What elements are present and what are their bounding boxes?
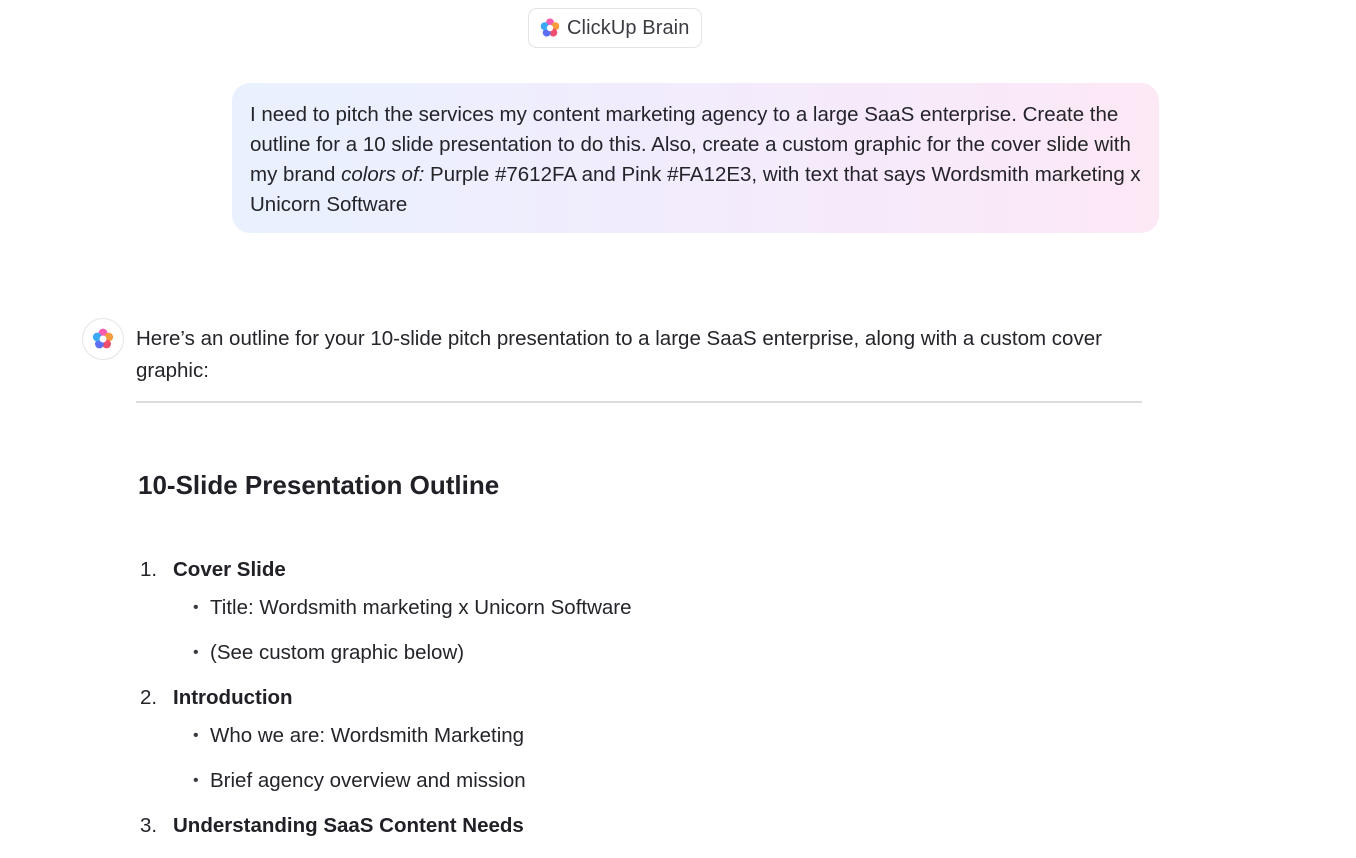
outline-item-number: 2. (140, 686, 158, 709)
sub-item-text: Title: Wordsmith marketing x Unicorn Software (210, 596, 632, 619)
clickup-brain-button[interactable] (528, 8, 702, 48)
outline-item (138, 554, 1138, 669)
outline-sub-item (173, 765, 1138, 797)
outline-sub-item (173, 592, 1138, 624)
user-message-bubble (232, 83, 1159, 233)
brain-label: ClickUp Brain (567, 16, 690, 39)
outline-item-title: Cover Slide (173, 558, 286, 581)
bullet-icon: • (193, 727, 199, 744)
divider (136, 401, 1142, 403)
outline-item-title: Understanding SaaS Content Needs (173, 814, 524, 837)
ai-avatar (82, 318, 124, 360)
user-message-text-end: Purple #7612FA and Pink #FA12E3, with text that says Wordsmith marketing x Unicorn Software (250, 163, 1141, 216)
presentation-outline-list (138, 554, 1138, 852)
outline-item-number: 3. (140, 814, 158, 837)
outline-heading: 10-Slide Presentation Outline (138, 470, 500, 500)
sub-item-text: Brief agency overview and mission (210, 769, 526, 792)
ai-response-intro: Here’s an outline for your 10-slide pitch presentation to a large SaaS enterprise, along with a custom cover graphic: (136, 327, 1102, 382)
user-message-text: I need to pitch the services my content marketing agency to a large SaaS enterprise. Create the outline for a 10 slide presentation to do this. Also, create a custom graphic for the cover slide with my brand (250, 103, 1131, 186)
clickup-brain-icon (539, 17, 561, 39)
bullet-icon: • (193, 644, 199, 661)
bullet-icon: • (193, 599, 199, 616)
outline-sub-list (173, 720, 1138, 797)
outline-item (138, 682, 1138, 797)
outline-sub-list (173, 592, 1138, 669)
user-message-italic-text: colors of: (341, 163, 425, 186)
outline-sub-item (173, 637, 1138, 669)
clickup-brain-icon (91, 327, 115, 351)
outline-item-title: Introduction (173, 686, 293, 709)
outline-item (138, 810, 1138, 842)
outline-sub-item (173, 720, 1138, 752)
sub-item-text: Who we are: Wordsmith Marketing (210, 724, 525, 747)
bullet-icon: • (193, 772, 199, 789)
sub-item-text: (See custom graphic below) (210, 641, 465, 664)
outline-item-number: 1. (140, 558, 158, 581)
